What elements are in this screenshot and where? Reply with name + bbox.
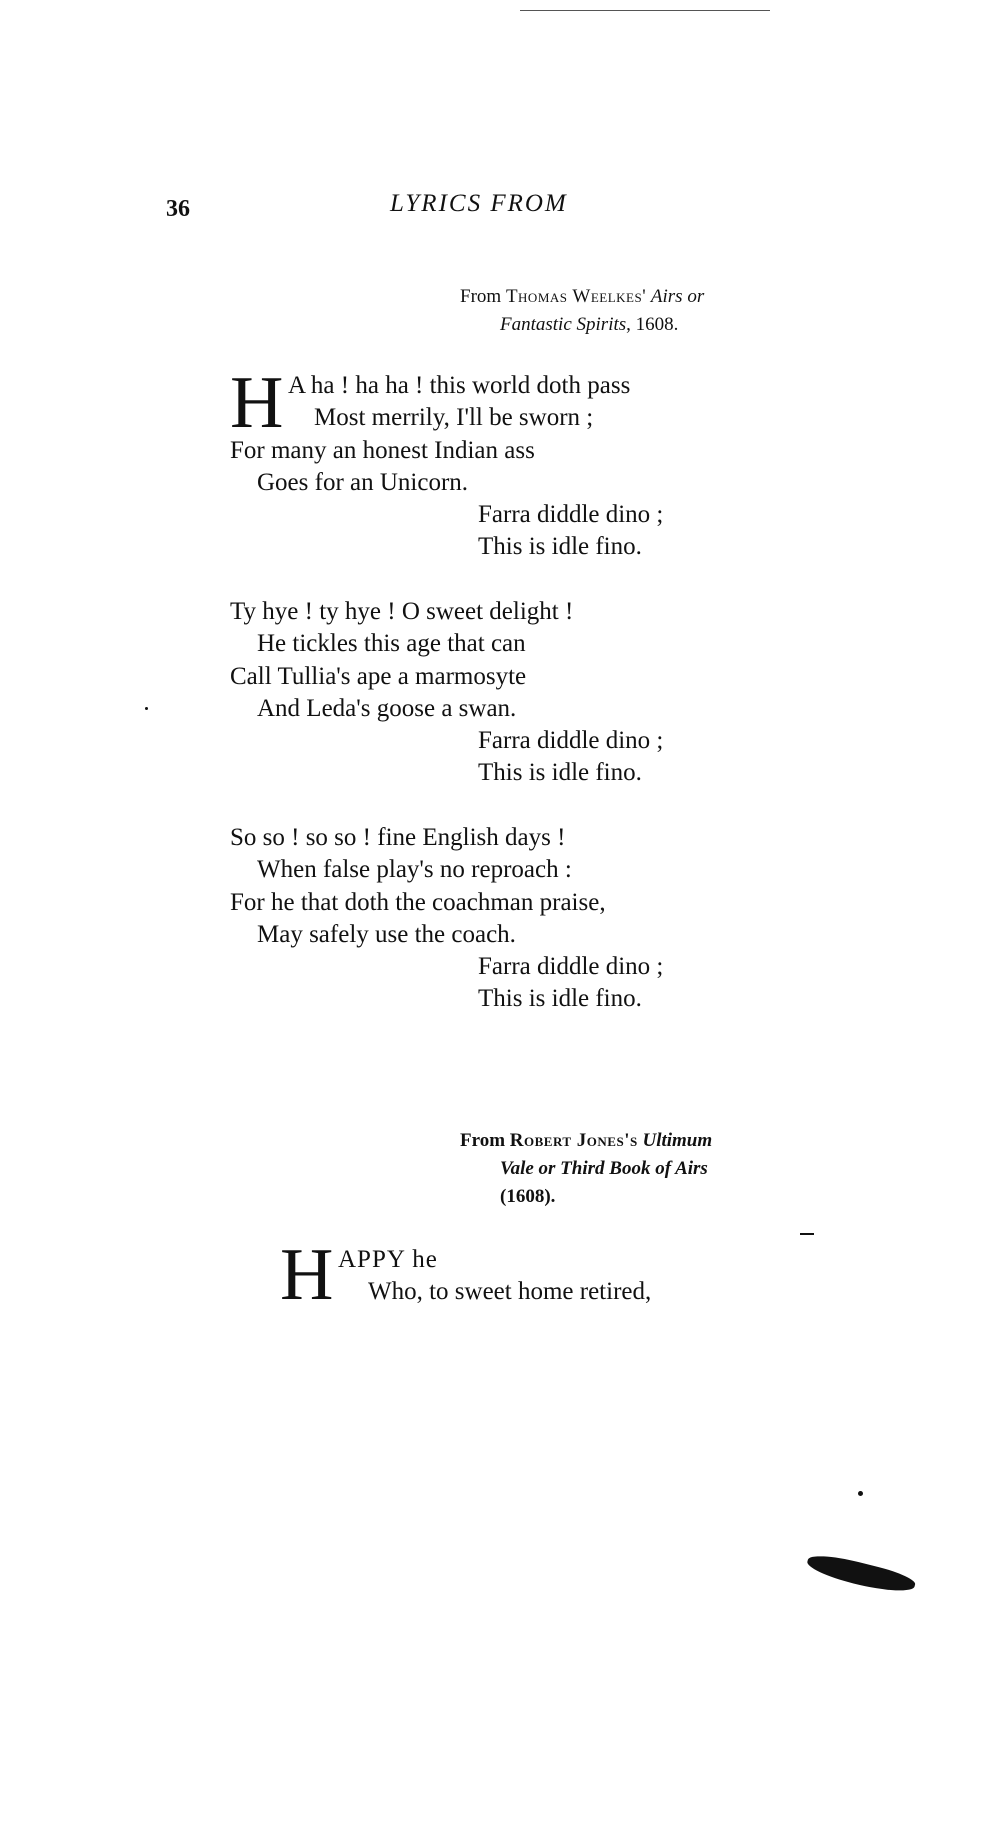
stanza-poem-2 bbox=[280, 1234, 652, 1316]
poem-line: Call Tullia's ape a marmosyte bbox=[230, 662, 527, 690]
source-author: Thomas Weelkes' bbox=[505, 286, 647, 307]
stanza-1 bbox=[230, 362, 664, 564]
source-year: , 1608. bbox=[626, 314, 679, 335]
ink-blot bbox=[805, 1550, 917, 1598]
poem-line: APPY he bbox=[338, 1246, 438, 1273]
scan-speck bbox=[145, 707, 148, 710]
poem-line: Who, to sweet home retired, bbox=[368, 1278, 652, 1306]
stanza-3 bbox=[230, 822, 663, 1016]
refrain-line: This is idle fino. bbox=[478, 533, 642, 561]
drop-cap-h-2: H bbox=[280, 1234, 334, 1316]
page-number: 36 bbox=[166, 196, 190, 222]
source-note-weelkes bbox=[460, 283, 860, 339]
source-title-b: Vale or Third Book of Airs bbox=[500, 1158, 708, 1179]
source-year: (1608). bbox=[500, 1186, 556, 1207]
refrain-line: This is idle fino. bbox=[478, 759, 642, 787]
refrain-line: Farra diddle dino ; bbox=[478, 953, 664, 981]
poem-line: For many an honest Indian ass bbox=[230, 436, 535, 464]
drop-cap-h: H bbox=[230, 362, 284, 444]
poem-line: When false play's no reproach : bbox=[257, 856, 572, 884]
poem-line: Goes for an Unicorn. bbox=[257, 468, 469, 496]
poem-line: And Leda's goose a swan. bbox=[257, 694, 517, 722]
poem-line: So so ! so so ! fine English days ! bbox=[230, 824, 566, 851]
refrain-line: Farra diddle dino ; bbox=[478, 727, 664, 755]
refrain-line: Farra diddle dino ; bbox=[478, 501, 664, 529]
source-prefix: From bbox=[460, 1130, 510, 1151]
running-title: LYRICS FROM bbox=[390, 190, 568, 217]
poem-line: May safely use the coach. bbox=[257, 920, 516, 948]
dash-mark bbox=[800, 1233, 814, 1235]
stanza-2 bbox=[230, 596, 663, 790]
poem-line: Ty hye ! ty hye ! O sweet delight ! bbox=[230, 598, 574, 625]
source-prefix: From bbox=[460, 286, 506, 307]
source-title-a: Ultimum bbox=[642, 1130, 713, 1151]
poem-line: Most merrily, I'll be sworn ; bbox=[314, 404, 594, 432]
poem-line: He tickles this age that can bbox=[257, 630, 526, 658]
source-title-b: Fantastic Spirits bbox=[500, 314, 627, 335]
poem-line: A ha ! ha ha ! this world doth pass bbox=[288, 372, 631, 399]
source-note-jones bbox=[460, 1127, 860, 1211]
source-author: Robert Jones's bbox=[509, 1130, 638, 1151]
poem-line: For he that doth the coachman praise, bbox=[230, 888, 606, 916]
source-title-a: Airs or bbox=[650, 286, 705, 307]
refrain-line: This is idle fino. bbox=[478, 985, 642, 1013]
scan-speck bbox=[858, 1491, 863, 1496]
top-rule bbox=[520, 10, 770, 11]
